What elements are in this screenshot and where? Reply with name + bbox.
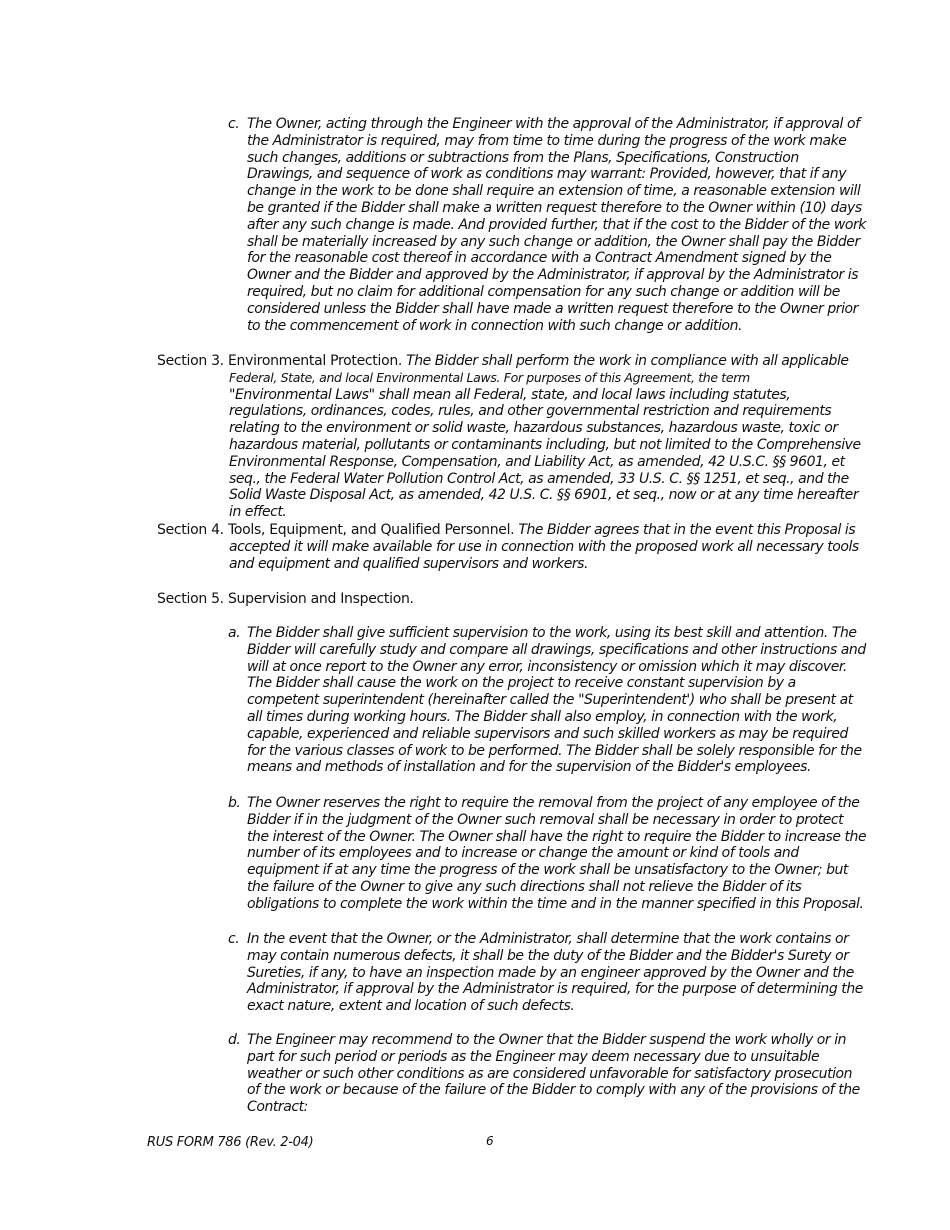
clause-letter: c. [228, 116, 240, 132]
section-4-tools-equipment [157, 522, 872, 572]
section-body: accepted it will make available for use in connection with the proposed work all necessary tools and equipment and qualified supervisors and workers. [229, 538, 859, 572]
section-5-supervision-inspection [157, 591, 872, 608]
section-lead: The Bidder shall perform the work in compliance with all applicable [406, 353, 849, 369]
clause-text: The Engineer may recommend to the Owner that the Bidder suspend the work wholly or in part for such period or periods as the Engineer may deem necessary due to unsuitable weather or such other conditions as are considered unfavorable for satisfactory prosecution of the work or because of the failure of the Bidder to comply with any of the provisions of the Contract: [247, 1032, 860, 1116]
clause-text: In the event that the Owner, or the Administrator, shall determine that the work contains or may contain numerous defects, it shall be the duty of the Bidder and the Bidder's Surety or Sureties, if any, to have an inspection made by an engineer approved by the Owner and the Administrator, if approval by the Administrator is required, for the purpose of determining the exact nature, extent and location of such defects. [247, 931, 863, 1015]
clause-text: The Bidder shall give sufficient supervision to the work, using its best skill and attention. The Bidder will carefully study and compare all drawings, specifications and other instructions and will at once report to the Owner any error, inconsistency or omission which it may discover. The Bidder shall cause the work on the project to receive constant supervision by a competent superintendent (hereinafter called the "Superintendent') who shall be present at all times during working hours. The Bidder shall also employ, in connection with the work, capable, experienced and reliable supervisors and such skilled workers as may be required for the various classes of work to be performed. The Bidder shall be solely responsible for the means and methods of installation and for the supervision of the Bidder's employees. [247, 625, 866, 776]
section-heading: Section 5. Supervision and Inspection. [157, 591, 414, 607]
clause-letter: b. [228, 795, 241, 811]
clause-letter: c. [228, 931, 240, 947]
clause-c-changes [228, 116, 868, 334]
clause-text: The Owner reserves the right to require the removal from the project of any employee of the Bidder if in the judgment of the Owner such removal shall be necessary in order to protect the interest of the Owner. The Owner shall have the right to require the Bidder to increase the number of its employees and to increase or change the amount or kind of tools and equipment if at any time the progress of the work shall be unsatisfactory to the Owner; but the failure of the Owner to give any such directions shall not relieve the Bidder of its obligations to complete the work within the time and in the manner specified in this Proposal. [247, 795, 867, 912]
clause-a-supervision [228, 625, 868, 776]
page-number: 6 [486, 1134, 494, 1148]
clause-c-defects [228, 931, 868, 1015]
clause-d-suspension [228, 1032, 868, 1116]
section-3-environmental-protection [157, 353, 872, 521]
section-small-line: Federal, State, and local Environmental Laws. For purposes of this Agreement, the term [229, 369, 750, 385]
clause-letter: a. [228, 625, 241, 641]
form-number: RUS FORM 786 (Rev. 2-04) [147, 1135, 314, 1150]
clause-text: The Owner, acting through the Engineer with the approval of the Administrator, if approval of the Administrator is required, may from time to time during the progress of the work make such changes, additions or subtractions from the Plans, Specifications, Construction Drawings, and sequence of work as conditions may warrant: Provided, however, that if any change in the work to be done shall require an extension of time, a reasonable extension will be granted if the Bidder shall make a written request therefore to the Owner within (10) days after any such change is made. And provided further, that if the cost to the Bidder of the work shall be materially increased by any such change or addition, the Owner shall pay the Bidder for the reasonable cost thereof in accordance with a Contract Amendment signed by the Owner and the Bidder and approved by the Administrator, if approval by the Administrator is required, but no claim for additional compensation for any such change or addition will be considered unless the Bidder shall have made a written request therefore to the Owner prior to the commencement of work in connection with such change or addition. [247, 116, 866, 334]
clause-b-removal [228, 795, 868, 913]
section-heading: Section 4. Tools, Equipment, and Qualified Personnel. [157, 522, 515, 538]
clause-letter: d. [228, 1032, 241, 1048]
section-body: "Environmental Laws" shall mean all Federal, state, and local laws including statutes, regulations, ordinances, codes, rules, and other governmental restriction and requirements relating to the environment or solid waste, hazardous substances, hazardous waste, toxic or hazardous material, pollutants or contaminants including, but not limited to the Comprehensive Environmental Response, Compensation, and Liability Act, as amended, 42 U.S.C. §§ 9601, et seq., the Federal Water Pollution Control Act, as amended, 33 U.S. C. §§ 1251, et seq., and the Solid Waste Disposal Act, as amended, 42 U.S. C. §§ 6901, et seq., now or at any time hereafter in effect. [229, 386, 861, 521]
section-lead: The Bidder agrees that in the event this Proposal is [518, 522, 856, 538]
section-heading: Section 3. Environmental Protection. [157, 353, 403, 369]
